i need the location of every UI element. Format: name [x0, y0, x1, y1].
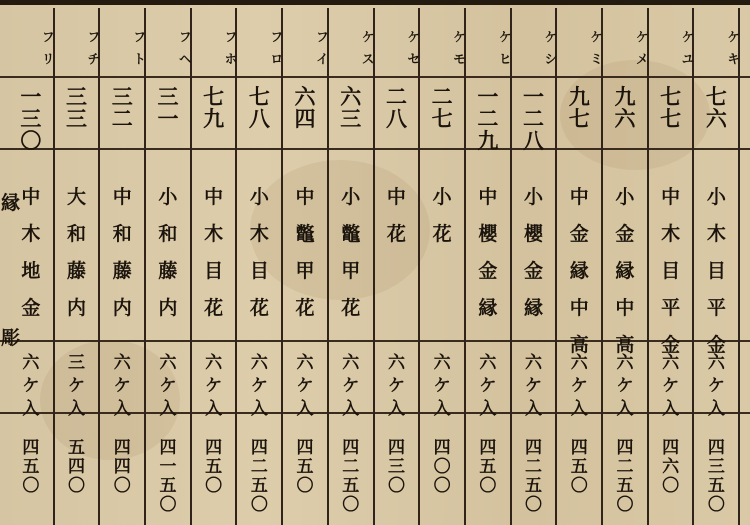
top-rule	[0, 0, 750, 5]
catalog-column	[375, 8, 421, 525]
item-number-char: 七	[660, 84, 682, 109]
item-quantity-char: ケ	[22, 376, 40, 396]
item-description	[512, 188, 556, 318]
item-number	[192, 86, 236, 129]
item-quantity	[649, 355, 693, 418]
item-number	[55, 86, 99, 129]
item-description-char: 中	[295, 186, 315, 208]
item-quantity-char: 六	[113, 353, 131, 373]
item-description-char: 中	[204, 186, 224, 208]
item-price	[512, 440, 556, 514]
item-quantity-char: 入	[616, 399, 634, 419]
item-quantity-char: ケ	[113, 376, 131, 396]
item-description-char: 目	[204, 260, 224, 282]
item-description-char: 小	[706, 186, 726, 208]
item-quantity-char: 入	[662, 399, 680, 419]
item-number	[100, 86, 144, 129]
item-description-char: 小	[249, 186, 269, 208]
item-number-char: 八	[248, 106, 270, 131]
item-description-char: 高	[615, 334, 635, 356]
item-code: ケユ	[678, 30, 694, 74]
item-number-char: 七	[568, 106, 590, 131]
item-description	[695, 188, 739, 355]
item-code: フト	[130, 30, 146, 74]
item-code: ケミ	[587, 30, 603, 74]
item-quantity-char: ケ	[250, 376, 268, 396]
item-description-char: 地	[21, 260, 41, 282]
item-number-char: 三	[111, 84, 133, 109]
item-description-char: 鼈	[295, 223, 315, 245]
item-description-char: 鼈	[341, 223, 361, 245]
item-quantity-char: 入	[479, 399, 497, 419]
item-number-char: 二	[431, 84, 453, 109]
item-quantity	[238, 355, 282, 418]
item-description	[329, 188, 373, 318]
item-number	[603, 86, 647, 129]
item-price	[192, 440, 236, 495]
catalog-column	[55, 8, 101, 525]
item-number-char: 七	[203, 84, 225, 109]
item-description-char: 藤	[158, 260, 178, 282]
item-quantity	[329, 355, 373, 418]
item-description-char: 小	[524, 186, 544, 208]
item-description-char: 内	[112, 297, 132, 319]
item-quantity-char: 入	[205, 399, 223, 419]
item-price-char: 四	[68, 457, 86, 477]
item-number-char: 三	[66, 84, 88, 109]
item-quantity	[9, 355, 53, 418]
item-price-char: 五	[159, 476, 177, 496]
item-description-char: 和	[112, 223, 132, 245]
item-price-char: 四	[296, 438, 314, 458]
item-quantity-char: 三	[68, 353, 86, 373]
item-description	[466, 188, 510, 318]
item-code: ケシ	[541, 30, 557, 74]
item-description-char: 花	[386, 223, 406, 245]
item-quantity-char: 入	[387, 399, 405, 419]
item-price-char: 四	[159, 438, 177, 458]
item-price-char: 〇	[159, 495, 177, 515]
item-number-char: 二	[477, 106, 499, 131]
item-description-char: 小	[341, 186, 361, 208]
item-code: フリ	[38, 30, 54, 74]
item-quantity	[512, 355, 556, 418]
item-description-char: 金	[21, 297, 41, 319]
item-description-char: 櫻	[524, 223, 544, 245]
item-quantity-char: ケ	[68, 376, 86, 396]
item-code: ケヒ	[495, 30, 511, 74]
item-quantity-char: ケ	[707, 376, 725, 396]
catalog-column	[283, 8, 329, 525]
item-quantity-char: 六	[525, 353, 543, 373]
item-quantity	[100, 355, 144, 418]
item-price	[329, 440, 373, 514]
item-code: フホ	[221, 30, 237, 74]
item-price-char: 四	[433, 438, 451, 458]
item-quantity-char: 入	[525, 399, 543, 419]
item-description	[146, 188, 190, 318]
item-description-char: 小	[158, 186, 178, 208]
item-description-char: 金	[569, 223, 589, 245]
item-quantity	[192, 355, 236, 418]
item-description	[55, 188, 99, 318]
item-quantity-char: ケ	[662, 376, 680, 396]
item-quantity-char: 六	[479, 353, 497, 373]
item-number-char: 二	[523, 106, 545, 131]
item-description-char: 縁	[524, 297, 544, 319]
item-price-char: 四	[113, 438, 131, 458]
item-number	[283, 86, 327, 129]
item-price-char: 五	[22, 457, 40, 477]
item-price-char: 五	[296, 457, 314, 477]
item-number-char: 八	[385, 106, 407, 131]
item-price-char: 二	[616, 457, 634, 477]
item-description-char: 目	[249, 260, 269, 282]
item-quantity-char: 入	[159, 399, 177, 419]
item-description	[238, 188, 282, 318]
item-price-char: 〇	[296, 476, 314, 496]
catalog-column	[146, 8, 192, 525]
item-quantity-char: ケ	[570, 376, 588, 396]
item-number	[329, 86, 373, 129]
item-price-char: 五	[250, 476, 268, 496]
item-price	[146, 440, 190, 514]
item-price-char: 四	[616, 438, 634, 458]
item-quantity-char: 六	[433, 353, 451, 373]
item-price-char: 〇	[113, 476, 131, 496]
item-number-char: 六	[614, 106, 636, 131]
item-code: ケキ	[724, 30, 740, 74]
item-quantity-char: 六	[159, 353, 177, 373]
item-description-char: 花	[432, 223, 452, 245]
item-number-char: 六	[294, 84, 316, 109]
item-number	[146, 86, 190, 129]
item-quantity-char: ケ	[205, 376, 223, 396]
item-description-char: 木	[249, 223, 269, 245]
item-description-char: 中	[615, 297, 635, 319]
item-price-char: 〇	[479, 476, 497, 496]
item-price-char: 四	[387, 438, 405, 458]
catalog-column	[557, 8, 603, 525]
item-price-char: 四	[570, 438, 588, 458]
item-description-char: 縁	[615, 260, 635, 282]
item-description-char: 中	[569, 297, 589, 319]
item-number-char: 一	[20, 84, 42, 109]
item-description-char: 中	[386, 186, 406, 208]
item-description-char: 内	[67, 297, 87, 319]
item-quantity	[283, 355, 327, 418]
item-code: フヘ	[175, 30, 191, 74]
item-description-char: 甲	[341, 260, 361, 282]
item-description-char: 中	[112, 186, 132, 208]
item-quantity-char: 入	[250, 399, 268, 419]
item-number	[512, 86, 556, 151]
item-description	[375, 188, 419, 244]
item-price-char: 〇	[707, 495, 725, 515]
item-description-char: 縁	[478, 297, 498, 319]
item-price-char: 一	[159, 457, 177, 477]
item-quantity-char: 六	[22, 353, 40, 373]
item-description-char: 金	[661, 334, 681, 356]
item-code: フロ	[267, 30, 283, 74]
item-price-char: 〇	[342, 495, 360, 515]
catalog-column	[695, 8, 741, 525]
item-quantity	[695, 355, 739, 418]
item-price-char: 〇	[68, 476, 86, 496]
item-price	[695, 440, 739, 514]
item-number	[557, 86, 601, 129]
item-quantity-char: 六	[296, 353, 314, 373]
item-quantity	[603, 355, 647, 418]
item-price	[9, 440, 53, 495]
item-description-char: 花	[295, 297, 315, 319]
item-description-char: 内	[158, 297, 178, 319]
item-number	[695, 86, 739, 129]
item-quantity	[146, 355, 190, 418]
item-description-char: 大	[67, 186, 87, 208]
item-price-char: 五	[616, 476, 634, 496]
item-description	[100, 188, 144, 318]
item-quantity-char: ケ	[616, 376, 634, 396]
item-quantity-char: ケ	[159, 376, 177, 396]
item-price	[603, 440, 647, 514]
item-code: ケモ	[449, 30, 465, 74]
item-price	[100, 440, 144, 495]
item-number-char: 七	[431, 106, 453, 131]
item-price-char: 〇	[387, 476, 405, 496]
item-number-char: 九	[477, 128, 499, 153]
item-price-char: 二	[250, 457, 268, 477]
item-price	[283, 440, 327, 495]
item-price-char: 四	[707, 438, 725, 458]
item-number	[9, 86, 53, 151]
item-quantity	[420, 355, 464, 418]
item-description-side-char: 縁	[1, 192, 21, 214]
item-price-char: 三	[387, 457, 405, 477]
item-number-char: 二	[111, 106, 133, 131]
item-description	[283, 188, 327, 318]
item-price-char: 五	[205, 457, 223, 477]
item-price-char: 五	[479, 457, 497, 477]
item-number-char: 一	[523, 84, 545, 109]
item-description-char: 和	[67, 223, 87, 245]
item-number-char: 一	[477, 84, 499, 109]
item-quantity-char: 六	[387, 353, 405, 373]
item-quantity-char: 入	[342, 399, 360, 419]
item-number-char: 三	[20, 106, 42, 131]
item-description	[649, 188, 693, 355]
item-number-char: 三	[157, 84, 179, 109]
item-description-char: 目	[706, 260, 726, 282]
item-price-char: 五	[68, 438, 86, 458]
catalog-column	[512, 8, 558, 525]
item-price-char: 五	[525, 476, 543, 496]
item-price-char: 四	[205, 438, 223, 458]
item-description-char: 縁	[569, 260, 589, 282]
item-description-char: 木	[204, 223, 224, 245]
item-price-char: 五	[570, 457, 588, 477]
item-description-char: 金	[706, 334, 726, 356]
item-description	[603, 188, 647, 355]
item-description-char: 目	[661, 260, 681, 282]
item-code: ケセ	[404, 30, 420, 74]
item-description-char: 平	[661, 297, 681, 319]
item-code: フイ	[312, 30, 328, 74]
item-price-char: 二	[525, 457, 543, 477]
item-description-side-char: 彫	[1, 327, 21, 349]
catalog-column	[238, 8, 284, 525]
item-number-char: 三	[340, 106, 362, 131]
item-description	[192, 188, 236, 318]
item-price-char: 五	[342, 476, 360, 496]
catalog-column	[329, 8, 375, 525]
item-description-char: 和	[158, 223, 178, 245]
item-quantity-char: 入	[68, 399, 86, 419]
item-number	[238, 86, 282, 129]
item-description-char: 木	[706, 223, 726, 245]
item-price-char: 〇	[662, 476, 680, 496]
item-description-char: 木	[661, 223, 681, 245]
item-number	[466, 86, 510, 151]
item-number-char: 八	[523, 128, 545, 153]
item-price-char: 四	[22, 438, 40, 458]
item-quantity	[466, 355, 510, 418]
item-number-char: 七	[705, 84, 727, 109]
item-price-char: 二	[342, 457, 360, 477]
item-quantity-char: 六	[662, 353, 680, 373]
item-description	[557, 188, 601, 355]
item-description-char: 小	[615, 186, 635, 208]
item-price-char: 四	[662, 438, 680, 458]
item-code: ケス	[358, 30, 374, 74]
item-number-char: 四	[294, 106, 316, 131]
item-quantity-char: 入	[433, 399, 451, 419]
item-price-char: 〇	[433, 457, 451, 477]
item-number-char: 六	[705, 106, 727, 131]
item-number-char: 一	[157, 106, 179, 131]
item-description-char: 金	[615, 223, 635, 245]
item-quantity-char: ケ	[296, 376, 314, 396]
catalog-column	[466, 8, 512, 525]
item-number-char: 〇	[20, 128, 42, 153]
item-description-char: 櫻	[478, 223, 498, 245]
item-quantity-char: ケ	[387, 376, 405, 396]
item-price	[420, 440, 464, 495]
item-price-char: 四	[113, 457, 131, 477]
item-quantity-char: ケ	[433, 376, 451, 396]
item-price-char: 〇	[570, 476, 588, 496]
item-description-char: 金	[524, 260, 544, 282]
item-number	[420, 86, 464, 129]
item-number-char: 七	[248, 84, 270, 109]
item-price-char: 〇	[250, 495, 268, 515]
item-number-char: 九	[568, 84, 590, 109]
item-description-char: 花	[204, 297, 224, 319]
item-number-char: 七	[660, 106, 682, 131]
item-number-char: 六	[340, 84, 362, 109]
item-quantity-char: 入	[113, 399, 131, 419]
item-price	[375, 440, 419, 495]
item-price	[649, 440, 693, 495]
item-description-char: 木	[21, 223, 41, 245]
item-description-char: 金	[478, 260, 498, 282]
catalog-column	[603, 8, 649, 525]
item-price-char: 〇	[433, 476, 451, 496]
item-number-char: 九	[614, 84, 636, 109]
item-quantity-char: 六	[616, 353, 634, 373]
item-description-char: 中	[478, 186, 498, 208]
item-description-char: 平	[706, 297, 726, 319]
item-number-char: 二	[385, 84, 407, 109]
item-price-char: 三	[707, 457, 725, 477]
item-price-char: 四	[525, 438, 543, 458]
item-number	[375, 86, 419, 129]
item-quantity-char: 六	[707, 353, 725, 373]
item-price	[466, 440, 510, 495]
item-number-char: 九	[203, 106, 225, 131]
item-description-char: 中	[569, 186, 589, 208]
item-price-char: 〇	[525, 495, 543, 515]
item-description-char: 花	[341, 297, 361, 319]
catalog-column	[649, 8, 695, 525]
item-number	[649, 86, 693, 129]
item-price	[238, 440, 282, 514]
item-code: ケメ	[632, 30, 648, 74]
item-quantity	[557, 355, 601, 418]
catalog-column	[100, 8, 146, 525]
item-description-char: 高	[569, 334, 589, 356]
item-quantity-char: 六	[205, 353, 223, 373]
item-description-char: 藤	[67, 260, 87, 282]
item-description-char: 中	[661, 186, 681, 208]
item-quantity-char: 入	[22, 399, 40, 419]
item-quantity-char: 入	[707, 399, 725, 419]
catalog-column	[1, 8, 55, 525]
item-price	[557, 440, 601, 495]
item-price-char: 〇	[616, 495, 634, 515]
catalog-column	[420, 8, 466, 525]
item-price-char: 〇	[205, 476, 223, 496]
item-price	[55, 440, 99, 495]
item-price-char: 六	[662, 457, 680, 477]
item-price-char: 〇	[22, 476, 40, 496]
item-description-char: 甲	[295, 260, 315, 282]
item-quantity-char: 入	[570, 399, 588, 419]
item-price-char: 四	[250, 438, 268, 458]
item-quantity	[375, 355, 419, 418]
item-price-char: 四	[479, 438, 497, 458]
item-price-char: 五	[707, 476, 725, 496]
item-quantity-char: ケ	[525, 376, 543, 396]
item-quantity-char: 入	[296, 399, 314, 419]
catalog-column	[192, 8, 238, 525]
item-description-char: 小	[432, 186, 452, 208]
item-quantity-char: 六	[342, 353, 360, 373]
item-description-char: 藤	[112, 260, 132, 282]
item-price-char: 四	[342, 438, 360, 458]
item-quantity	[55, 355, 99, 418]
item-quantity-char: 六	[250, 353, 268, 373]
item-quantity-char: 六	[570, 353, 588, 373]
item-quantity-char: ケ	[342, 376, 360, 396]
item-code: フチ	[84, 30, 100, 74]
item-description	[420, 188, 464, 244]
item-description-char: 花	[249, 297, 269, 319]
item-quantity-char: ケ	[479, 376, 497, 396]
item-description-char: 中	[21, 186, 41, 208]
item-number-char: 三	[66, 106, 88, 131]
